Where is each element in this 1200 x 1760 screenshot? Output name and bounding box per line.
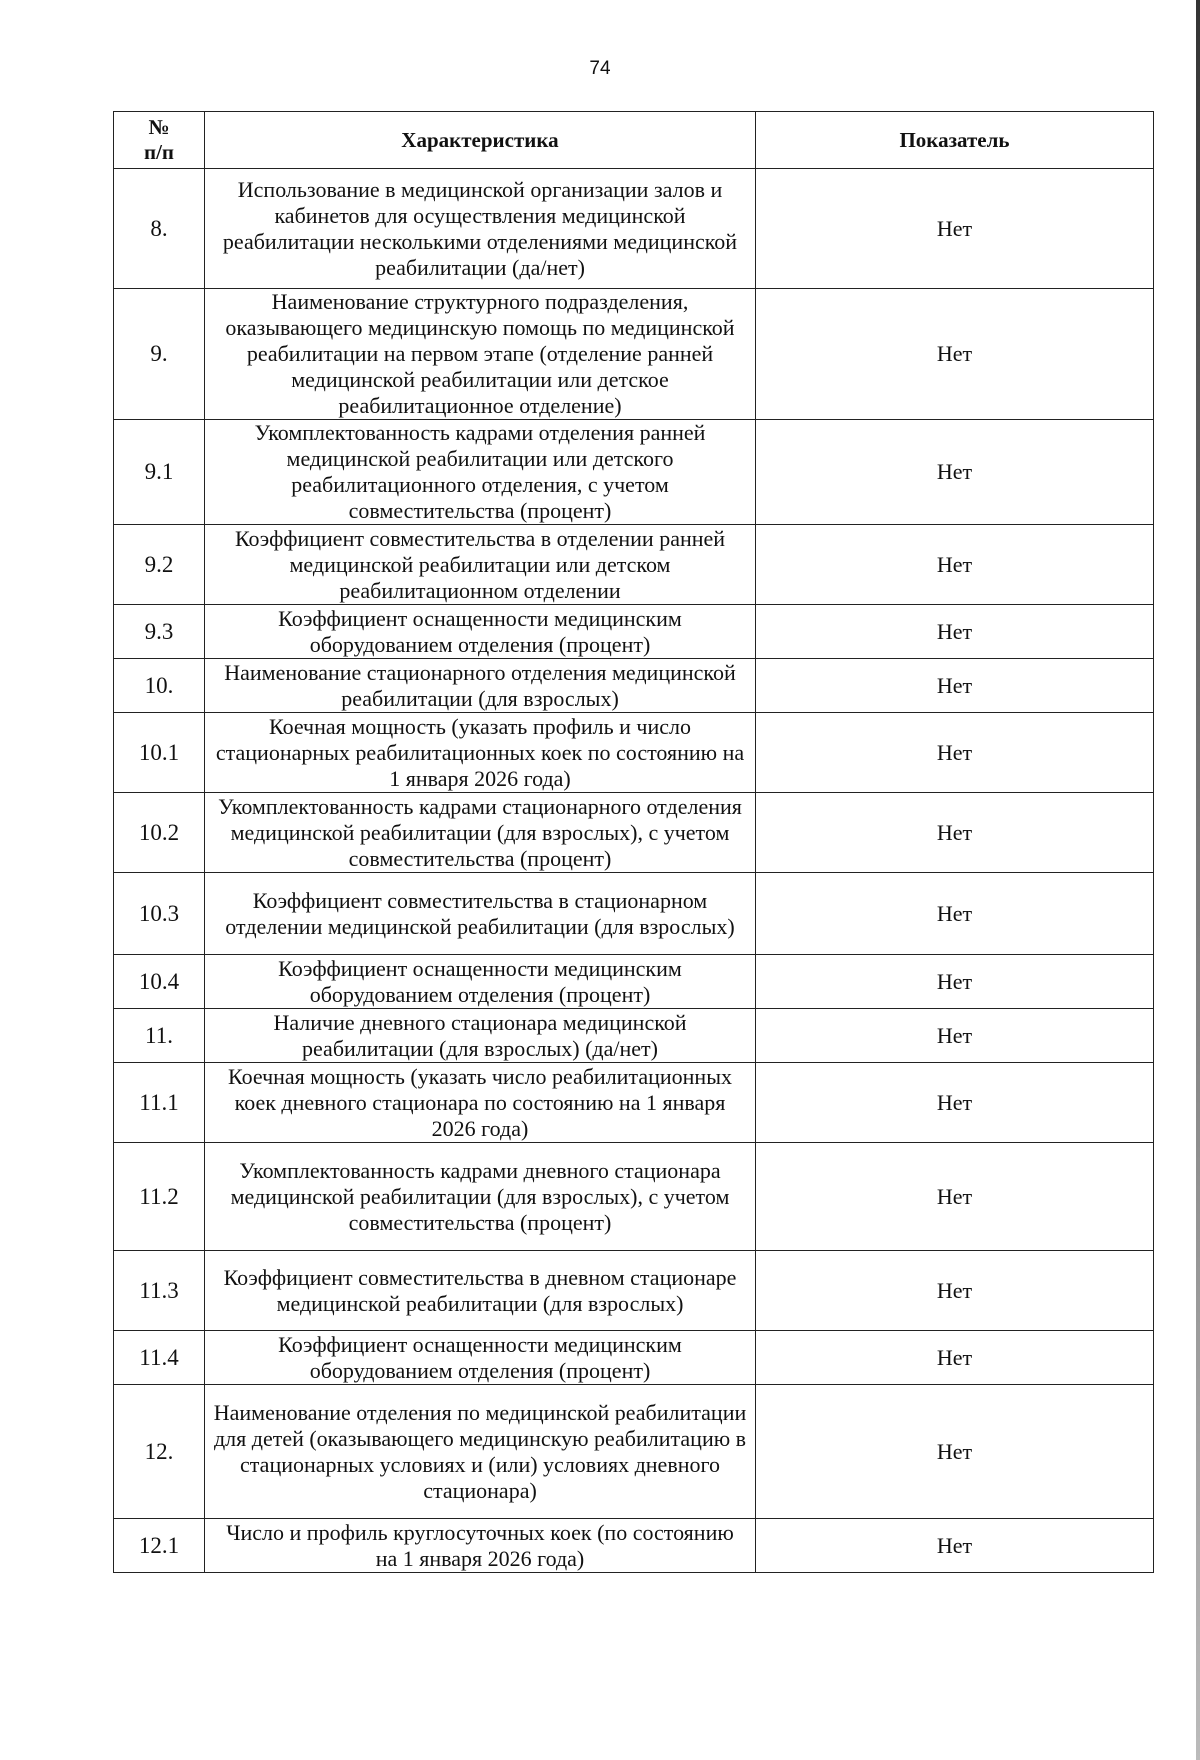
- header-number: № п/п: [114, 112, 205, 169]
- table-row: [114, 713, 1154, 793]
- table-row: [114, 1251, 1154, 1331]
- row-value: Нет: [756, 169, 1154, 289]
- table-body: [114, 169, 1154, 1573]
- row-characteristic: Коэффициент совместительства в стационарном отделении медицинской реабилитации (для взрослых): [205, 873, 756, 955]
- header-indicator: Показатель: [756, 112, 1154, 169]
- row-number: 10.3: [114, 873, 205, 955]
- table-row: [114, 1519, 1154, 1573]
- page-number: 74: [589, 58, 611, 79]
- row-characteristic: Коэффициент оснащенности медицинским оборудованием отделения (процент): [205, 605, 756, 659]
- row-value: Нет: [756, 525, 1154, 605]
- row-number: 9.: [114, 289, 205, 420]
- row-value: Нет: [756, 1519, 1154, 1573]
- table-row: [114, 525, 1154, 605]
- table-row: [114, 1143, 1154, 1251]
- row-value: Нет: [756, 289, 1154, 420]
- table-row: [114, 659, 1154, 713]
- row-value: Нет: [756, 1251, 1154, 1331]
- row-characteristic: Коэффициент совместительства в дневном стационаре медицинской реабилитации (для взрослых): [205, 1251, 756, 1331]
- row-characteristic: Наличие дневного стационара медицинской реабилитации (для взрослых) (да/нет): [205, 1009, 756, 1063]
- row-characteristic: Использование в медицинской организации залов и кабинетов для осуществления медицинской реабилитации несколькими отделениями медицинской реабилитации (да/нет): [205, 169, 756, 289]
- row-value: Нет: [756, 1331, 1154, 1385]
- row-value: Нет: [756, 1063, 1154, 1143]
- row-characteristic: Число и профиль круглосуточных коек (по состоянию на 1 января 2026 года): [205, 1519, 756, 1573]
- header-row: [114, 112, 1154, 169]
- row-characteristic: Наименование стационарного отделения медицинской реабилитации (для взрослых): [205, 659, 756, 713]
- table-row: [114, 420, 1154, 525]
- row-number: 9.2: [114, 525, 205, 605]
- row-number: 11.3: [114, 1251, 205, 1331]
- row-value: Нет: [756, 420, 1154, 525]
- row-characteristic: Коэффициент оснащенности медицинским оборудованием отделения (процент): [205, 1331, 756, 1385]
- table-row: [114, 873, 1154, 955]
- row-value: Нет: [756, 955, 1154, 1009]
- table-row: [114, 1063, 1154, 1143]
- row-value: Нет: [756, 1143, 1154, 1251]
- row-number: 11.: [114, 1009, 205, 1063]
- row-number: 10.2: [114, 793, 205, 873]
- row-number: 11.4: [114, 1331, 205, 1385]
- row-characteristic: Укомплектованность кадрами отделения ранней медицинской реабилитации или детского реабилитационного отделения, с учетом совместительства (процент): [205, 420, 756, 525]
- row-value: Нет: [756, 873, 1154, 955]
- table-row: [114, 1331, 1154, 1385]
- table-row: [114, 1009, 1154, 1063]
- row-value: Нет: [756, 659, 1154, 713]
- row-number: 11.2: [114, 1143, 205, 1251]
- scan-edge: [1196, 0, 1200, 1760]
- row-number: 8.: [114, 169, 205, 289]
- row-characteristic: Наименование структурного подразделения, оказывающего медицинскую помощь по медицинской реабилитации на первом этапе (отделение ранней медицинской реабилитации или детское реабилитационное отделение): [205, 289, 756, 420]
- row-number: 12.1: [114, 1519, 205, 1573]
- row-number: 10.: [114, 659, 205, 713]
- row-characteristic: Коэффициент совместительства в отделении ранней медицинской реабилитации или детском реабилитационном отделении: [205, 525, 756, 605]
- row-number: 10.1: [114, 713, 205, 793]
- row-value: Нет: [756, 793, 1154, 873]
- row-value: Нет: [756, 1009, 1154, 1063]
- row-characteristic: Наименование отделения по медицинской реабилитации для детей (оказывающего медицинскую реабилитацию в стационарных условиях и (или) условиях дневного стационара): [205, 1385, 756, 1519]
- row-characteristic: Коэффициент оснащенности медицинским оборудованием отделения (процент): [205, 955, 756, 1009]
- row-number: 9.3: [114, 605, 205, 659]
- table-row: [114, 793, 1154, 873]
- row-number: 10.4: [114, 955, 205, 1009]
- table-header: [114, 112, 1154, 169]
- row-characteristic: Коечная мощность (указать профиль и число стационарных реабилитационных коек по состоянию на 1 января 2026 года): [205, 713, 756, 793]
- row-value: Нет: [756, 605, 1154, 659]
- header-characteristic: Характеристика: [205, 112, 756, 169]
- table-row: [114, 169, 1154, 289]
- indicator-table: [113, 111, 1154, 1573]
- row-characteristic: Укомплектованность кадрами дневного стационара медицинской реабилитации (для взрослых), с учетом совместительства (процент): [205, 1143, 756, 1251]
- row-value: Нет: [756, 1385, 1154, 1519]
- row-number: 11.1: [114, 1063, 205, 1143]
- table-row: [114, 289, 1154, 420]
- row-characteristic: Коечная мощность (указать число реабилитационных коек дневного стационара по состоянию на 1 января 2026 года): [205, 1063, 756, 1143]
- row-number: 12.: [114, 1385, 205, 1519]
- table-row: [114, 605, 1154, 659]
- row-characteristic: Укомплектованность кадрами стационарного отделения медицинской реабилитации (для взрослых), с учетом совместительства (процент): [205, 793, 756, 873]
- row-value: Нет: [756, 713, 1154, 793]
- table-row: [114, 955, 1154, 1009]
- table-row: [114, 1385, 1154, 1519]
- row-number: 9.1: [114, 420, 205, 525]
